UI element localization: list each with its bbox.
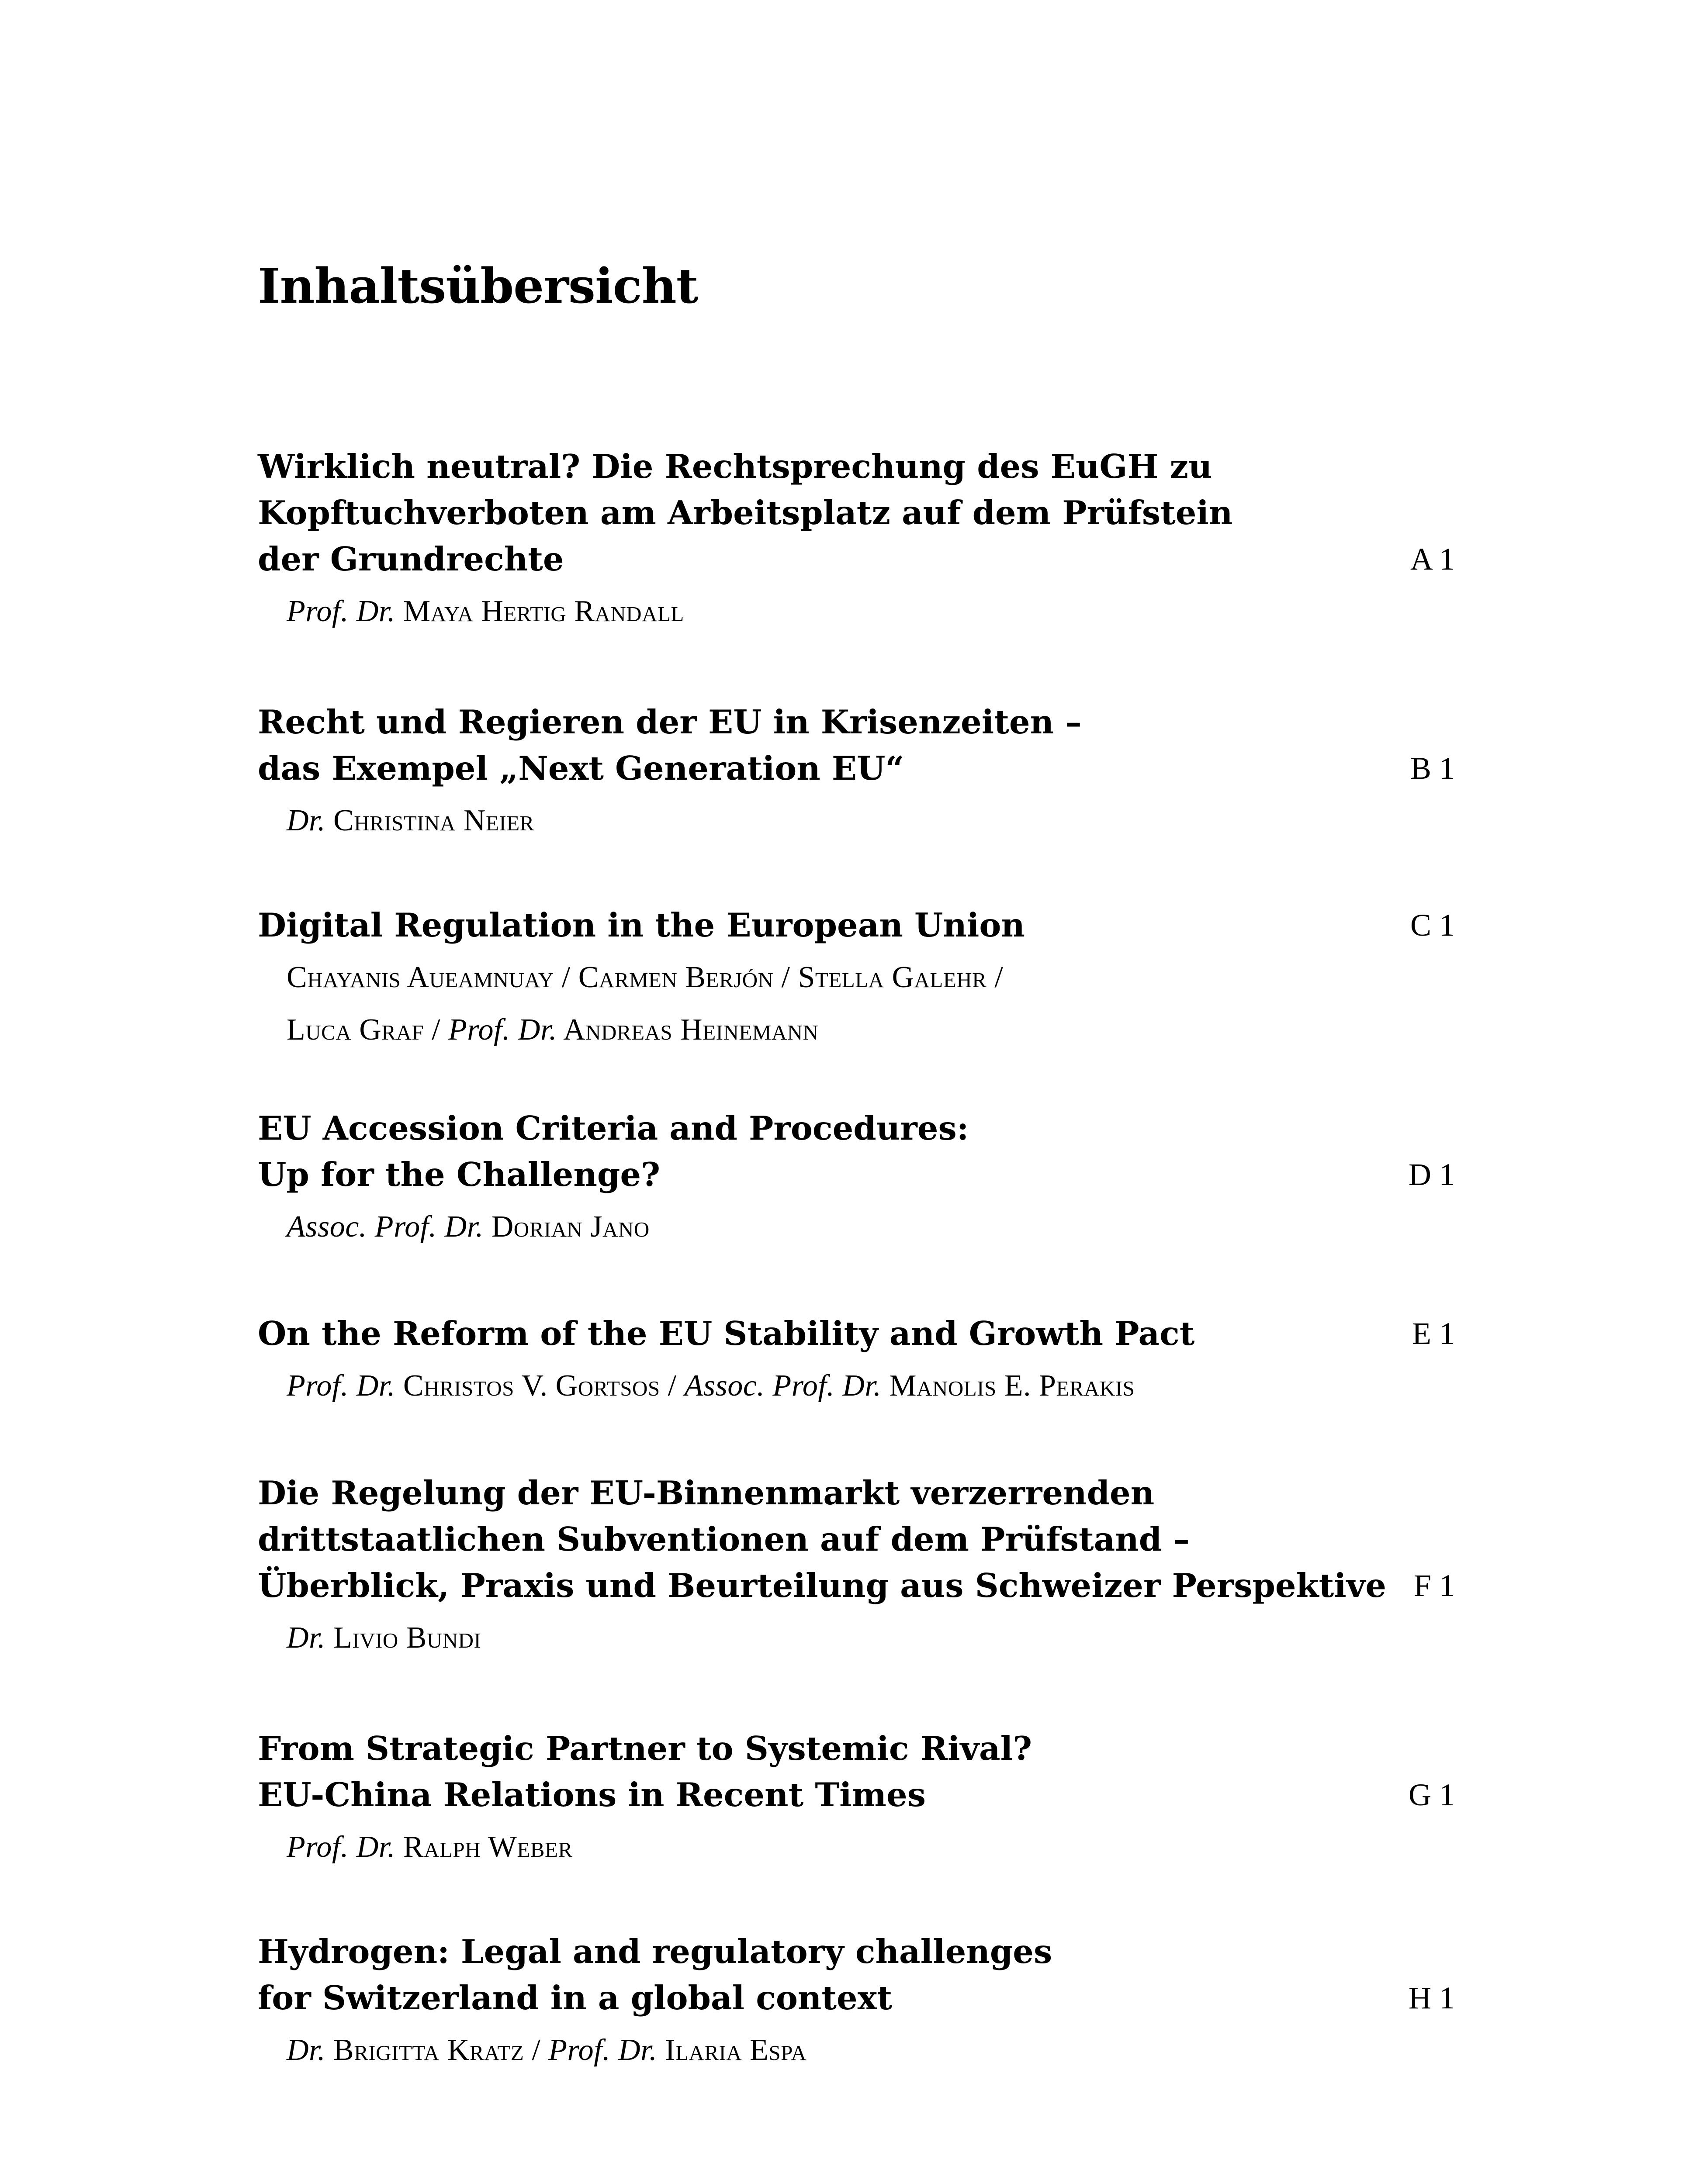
entry-authors: [287, 1615, 1442, 1661]
entry-page-ref[interactable]: B 1: [1410, 751, 1455, 786]
author-title: Prof. Dr.: [448, 1013, 557, 1047]
entry-title-line: Wirklich neutral? Die Rechtsprechung des EuGH zu: [258, 447, 1212, 486]
author-name: Ralph Weber: [395, 1830, 573, 1864]
entry-title-line: Recht und Regieren der EU in Krisenzeiten –: [258, 703, 1082, 741]
author-name: Livio Bundi: [325, 1621, 481, 1655]
author-title: Prof. Dr.: [548, 2033, 658, 2067]
author-name: Chayanis Aueamnuay / Carmen Berjón / Stella Galehr /: [287, 961, 1004, 994]
entry-authors: [287, 954, 1442, 1001]
author-title: Prof. Dr.: [287, 594, 395, 628]
toc-entry[interactable]: [258, 443, 1442, 635]
author-name: Ilaria Espa: [657, 2033, 807, 2067]
toc-entry[interactable]: [258, 1105, 1442, 1250]
entry-title-line: Up for the Challenge?: [258, 1155, 661, 1194]
toc-entry[interactable]: [258, 1470, 1442, 1661]
entry-title-line: EU-China Relations in Recent Times: [258, 1776, 926, 1814]
entry-title-line: Die Regelung der EU-Binnenmarkt verzerrenden: [258, 1474, 1155, 1512]
author-title: Dr.: [287, 804, 326, 837]
entry-page-ref[interactable]: G 1: [1409, 1777, 1455, 1812]
entry-title-line: das Exempel „Next Generation EU“: [258, 749, 904, 788]
entry-authors: [287, 2027, 1442, 2073]
author-name: Manolis E. Perakis: [881, 1369, 1135, 1403]
entry-page-ref[interactable]: E 1: [1412, 1316, 1455, 1351]
entry-title-line: Digital Regulation in the European Union: [258, 906, 1025, 944]
author-title: Assoc. Prof. Dr.: [684, 1369, 882, 1403]
toc-entry[interactable]: [258, 1310, 1442, 1409]
author-title: Dr.: [287, 1621, 326, 1655]
author-title: Dr.: [287, 2033, 326, 2067]
entry-authors: [287, 588, 1442, 635]
entry-title-line: On the Reform of the EU Stability and Growth Pact: [258, 1314, 1195, 1353]
author-name: Dorian Jano: [483, 1210, 650, 1244]
entry-authors: [287, 1204, 1442, 1250]
toc-entry[interactable]: [258, 902, 1442, 1053]
entry-title-line: Hydrogen: Legal and regulatory challenges: [258, 1932, 1052, 1971]
author-title: Prof. Dr.: [287, 1830, 395, 1864]
entry-page-ref[interactable]: A 1: [1410, 542, 1455, 577]
author-name: Christina Neier: [325, 804, 534, 837]
entry-page-ref[interactable]: H 1: [1409, 1980, 1455, 2015]
author-name: Christos V. Gortsos /: [395, 1369, 685, 1403]
entry-title-line: From Strategic Partner to Systemic Rival?: [258, 1729, 1032, 1768]
entry-title-line: EU Accession Criteria and Procedures:: [258, 1109, 969, 1147]
page-title: Inhaltsübersicht: [258, 258, 698, 314]
entry-page-ref[interactable]: F 1: [1413, 1568, 1455, 1603]
entry-title-line: Überblick, Praxis und Beurteilung aus Schweizer Perspektive: [258, 1566, 1387, 1605]
entry-title-line: der Grundrechte: [258, 540, 564, 578]
entry-title-line: drittstaatlichen Subventionen auf dem Prüfstand –: [258, 1520, 1190, 1559]
author-name: Brigitta Kratz /: [325, 2033, 549, 2067]
author-name: Andreas Heinemann: [557, 1013, 819, 1047]
author-name: Maya Hertig Randall: [395, 594, 684, 628]
author-title: Prof. Dr.: [287, 1369, 395, 1403]
entry-authors: [287, 1363, 1442, 1409]
toc-entry[interactable]: [258, 1725, 1442, 1870]
entry-title-line: Kopftuchverboten am Arbeitsplatz auf dem Prüfstein: [258, 494, 1233, 532]
toc-entry[interactable]: [258, 1928, 1442, 2073]
author-name: Luca Graf /: [287, 1013, 449, 1047]
entry-page-ref[interactable]: C 1: [1410, 908, 1455, 943]
entry-title-line: for Switzerland in a global context: [258, 1979, 893, 2017]
entry-page-ref[interactable]: D 1: [1409, 1157, 1455, 1192]
entry-authors: [287, 1824, 1442, 1870]
entry-authors: [287, 798, 1442, 844]
entry-authors: [287, 1007, 1442, 1053]
toc-entry[interactable]: [258, 699, 1442, 844]
author-title: Assoc. Prof. Dr.: [287, 1210, 484, 1244]
